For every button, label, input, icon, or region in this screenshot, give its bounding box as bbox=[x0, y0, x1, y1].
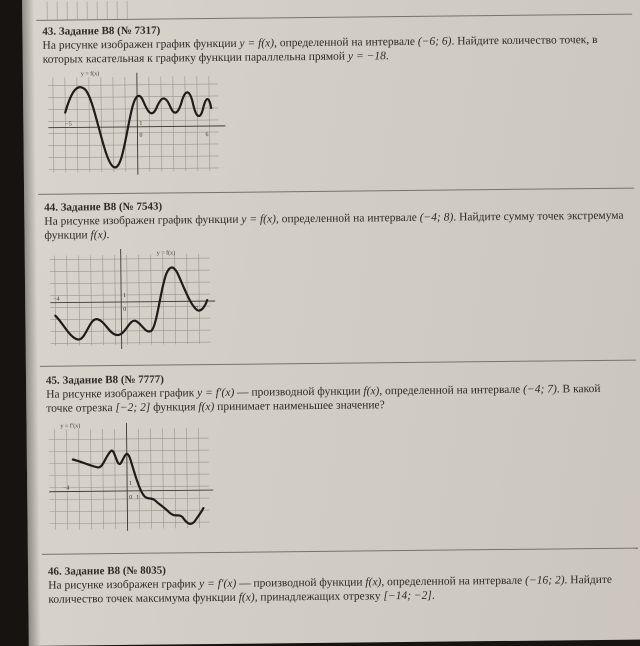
tick-label: 1 bbox=[129, 481, 132, 487]
task-text: На рисунке изображен график y = f′(x) — производной функции f(x), определенной на интервале (−4; 7). В какой точке отрезка [−2; 2] функция f(x) принимает наименьшее значение? bbox=[46, 382, 626, 416]
task-45-graph bbox=[40, 416, 231, 536]
y-axis bbox=[137, 73, 138, 175]
function-curve bbox=[55, 267, 208, 340]
tick-label: −5 bbox=[65, 121, 71, 127]
worksheet-page bbox=[22, 0, 640, 646]
task-text: На рисунке изображен график функции y = f(x), определенной на интервале (−4; 8). Найдите сумму точек экстремума функции f(x). bbox=[44, 209, 624, 243]
separator-line bbox=[42, 548, 638, 555]
tick-label: 7 bbox=[195, 306, 198, 312]
task-text: На рисунке изображен график y = f′(x) — производной функции f(x), определенной на интервале (−16; 2). Найдите количество точек максимума функции f(x), принадлежащих отрезку [−14; −2]. bbox=[48, 573, 628, 607]
task-text: На рисунке изображен график функции y = f(x), определенной на интервале (−6; 6). Найдите количество точек, в которых касательная к графику функции параллельна прямой y = −18. bbox=[42, 33, 622, 67]
grid bbox=[49, 428, 210, 530]
previous-task-graph-fragment bbox=[42, 0, 142, 20]
graph-label: y = f′(x) bbox=[60, 422, 80, 429]
tick-label: −4 bbox=[53, 297, 59, 303]
x-axis bbox=[49, 490, 213, 492]
graph-label: y = f(x) bbox=[157, 249, 175, 256]
tick-label: 1 bbox=[139, 121, 142, 127]
separator-line bbox=[38, 188, 634, 195]
task-title: 44. Задание B8 (№ 7543) bbox=[44, 195, 624, 215]
tick-label: 0 bbox=[129, 495, 132, 501]
graph-label: y = f(x) bbox=[81, 70, 99, 77]
task-title: 46. Задание B8 (№ 8035) bbox=[48, 559, 628, 579]
task-43-graph bbox=[43, 66, 234, 178]
grid bbox=[50, 254, 211, 346]
tick-label: 6 bbox=[205, 132, 208, 138]
tick-label: 0 bbox=[139, 133, 142, 139]
task-title: 43. Задание B8 (№ 7317) bbox=[42, 19, 622, 39]
page-edge-shadow bbox=[22, 0, 41, 646]
x-axis bbox=[48, 126, 225, 128]
task-44-graph bbox=[45, 244, 236, 356]
task-44 bbox=[44, 195, 624, 243]
task-45 bbox=[46, 368, 626, 416]
grid bbox=[47, 1, 127, 20]
tick-label: 0 bbox=[123, 307, 126, 313]
task-title: 45. Задание B8 (№ 7777) bbox=[46, 368, 626, 388]
task-46 bbox=[48, 559, 628, 607]
tick-label: 1 bbox=[136, 495, 139, 501]
separator-line bbox=[40, 360, 636, 367]
tick-label: −4 bbox=[63, 486, 69, 492]
task-43 bbox=[42, 19, 622, 67]
tick-label: 1 bbox=[123, 293, 126, 299]
